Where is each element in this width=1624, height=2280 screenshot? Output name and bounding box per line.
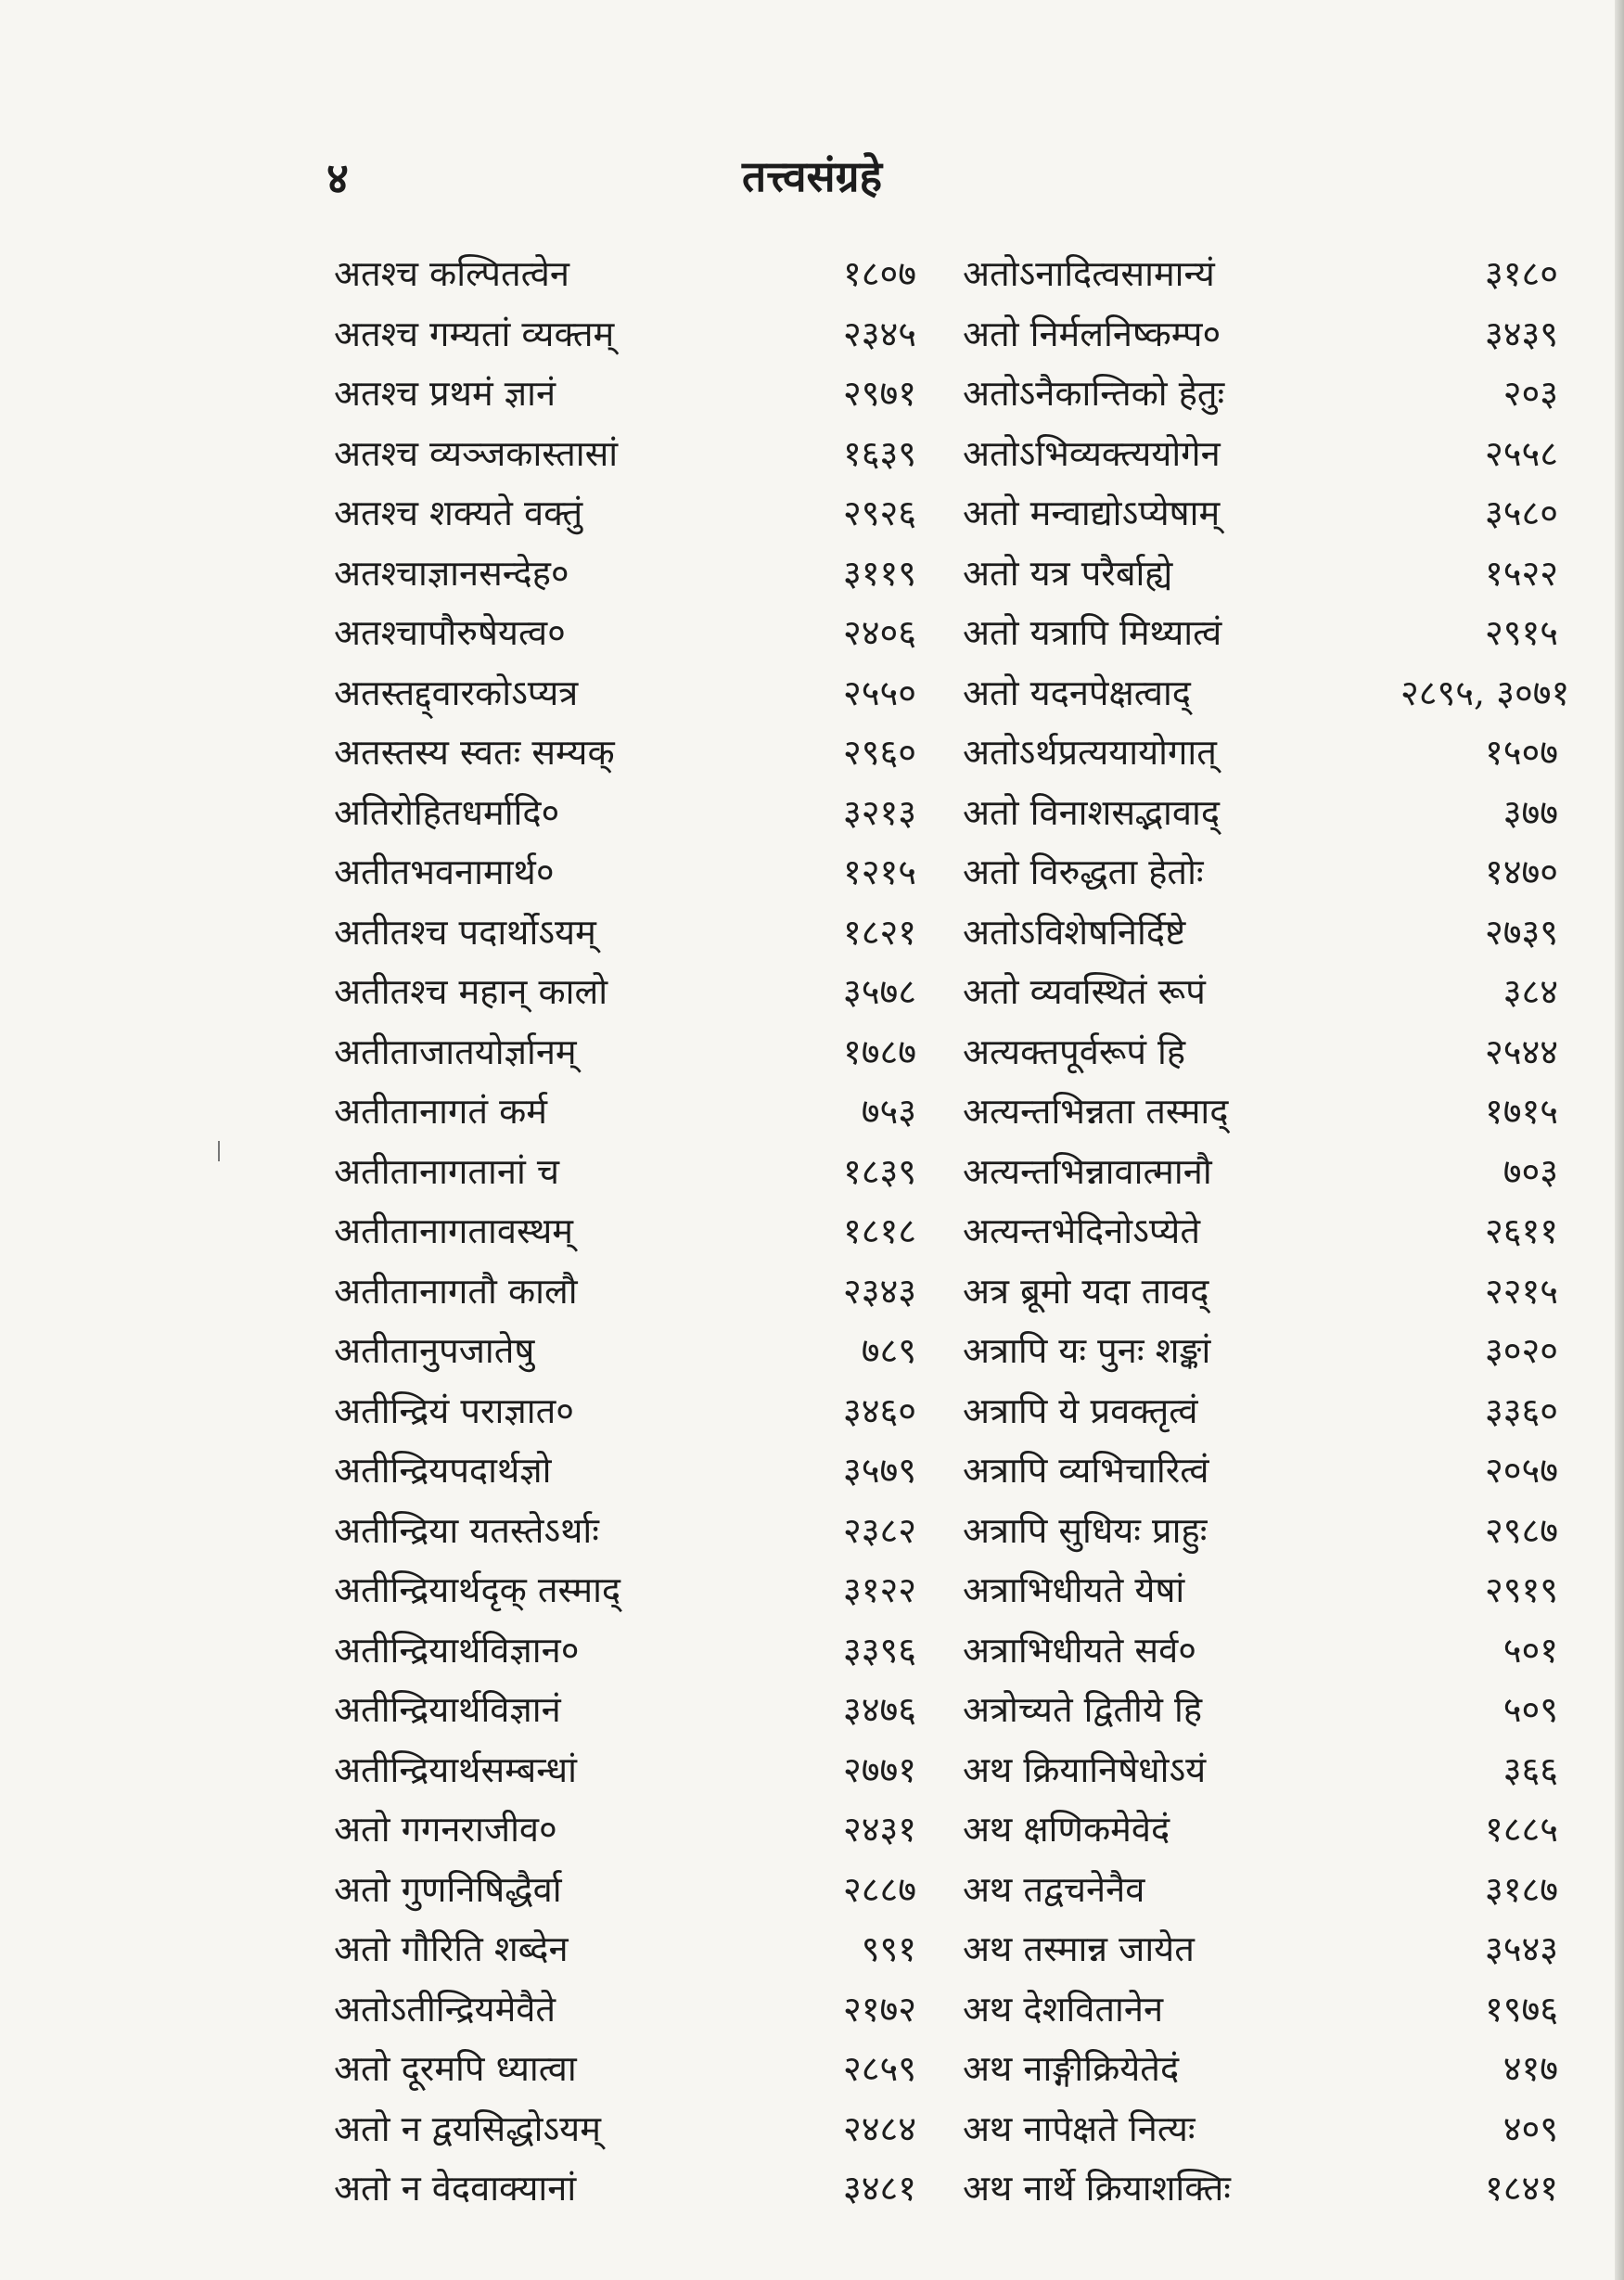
left-verse-number: ३१२२ xyxy=(842,1569,916,1611)
left-verse-text: अतीतानागतौ कालौ xyxy=(334,1270,578,1312)
left-verse-number: २१७२ xyxy=(842,1988,916,2030)
right-verse-number: २०५७ xyxy=(1484,1450,1558,1492)
left-verse-text: अतश्चाज्ञानसन्देह० xyxy=(334,552,569,594)
stray-mark xyxy=(218,1141,220,1161)
index-row xyxy=(334,243,1558,303)
right-verse-text: अतोऽर्थप्रत्ययायोगात् xyxy=(963,732,1217,774)
index-row xyxy=(334,2158,1558,2218)
right-verse-text: अथ तस्मान्न जायेत xyxy=(963,1928,1195,1970)
left-verse-number: ७५३ xyxy=(861,1091,916,1133)
right-verse-text: अतो निर्मलनिष्कम्प० xyxy=(963,313,1221,354)
left-verse-number: २८५९ xyxy=(842,2048,916,2090)
left-verse-text: अतिरोहितधर्मादि० xyxy=(334,791,560,833)
left-verse-text: अतश्च कल्पितत्वेन xyxy=(334,253,569,295)
left-verse-number: १८१८ xyxy=(842,1210,916,1252)
left-verse-number: ३५७९ xyxy=(842,1450,916,1492)
left-verse-number: १७८७ xyxy=(842,1031,916,1072)
right-verse-number: २०३ xyxy=(1503,373,1558,415)
right-verse-number: ३४३९ xyxy=(1484,313,1558,354)
index-table xyxy=(334,243,1570,2218)
left-verse-text: अतो गुणनिषिद्धैर्वा xyxy=(334,1868,562,1910)
right-verse-number: २५५८ xyxy=(1484,432,1558,474)
right-verse-text: अथ नार्थे क्रियाशक्तिः xyxy=(963,2168,1231,2210)
index-row xyxy=(334,1739,1558,1800)
left-verse-number: २३४५ xyxy=(842,313,916,354)
right-verse-number: २९८७ xyxy=(1484,1509,1558,1551)
index-row xyxy=(334,1200,1558,1261)
index-row xyxy=(334,423,1558,483)
right-verse-number: ७०३ xyxy=(1503,1150,1558,1192)
left-verse-number: २९६० xyxy=(842,732,916,774)
right-verse-text: अतो यत्रापि मिथ्यात्वं xyxy=(963,612,1222,654)
right-verse-text: अत्यक्तपूर्वरूपं हि xyxy=(963,1031,1186,1072)
left-verse-text: अतो दूरमपि ध्यात्वा xyxy=(334,2048,577,2090)
left-verse-number: २९७१ xyxy=(842,373,916,415)
left-verse-number: ३४७६ xyxy=(842,1689,916,1731)
index-row xyxy=(334,1141,1558,1201)
right-verse-text: अत्रापि ये प्रवक्तृत्वं xyxy=(963,1390,1198,1431)
index-row xyxy=(334,722,1558,782)
index-row xyxy=(334,1979,1558,2039)
left-verse-number: १८०७ xyxy=(842,253,916,295)
index-row xyxy=(334,1918,1558,1979)
left-verse-text: अतीतश्च पदार्थोऽयम् xyxy=(334,911,596,953)
right-verse-text: अत्यन्तभेदिनोऽप्येते xyxy=(963,1210,1201,1252)
page-number: ४ xyxy=(326,153,349,203)
left-verse-number: १२१५ xyxy=(842,852,916,893)
right-verse-text: अतोऽभिव्यक्त्ययोगेन xyxy=(963,432,1221,474)
right-verse-text: अत्राभिधीयते येषां xyxy=(963,1569,1185,1611)
right-verse-text: अतोऽनैकान्तिको हेतुः xyxy=(963,373,1225,415)
index-row xyxy=(334,841,1558,902)
index-row xyxy=(334,303,1558,364)
left-verse-number: २३८२ xyxy=(842,1509,916,1551)
left-verse-text: अतीतानागतानां च xyxy=(334,1150,560,1192)
left-verse-number: १६३९ xyxy=(842,432,916,474)
right-verse-text: अतो मन्वाद्योऽप्येषाम् xyxy=(963,493,1221,534)
left-verse-number: २५५० xyxy=(842,672,916,713)
right-verse-number: ३७७ xyxy=(1503,791,1558,833)
left-verse-number: ३३९६ xyxy=(842,1629,916,1671)
index-row xyxy=(334,543,1558,603)
left-verse-text: अतीतानागतं कर्म xyxy=(334,1091,548,1133)
right-verse-number: ३५४३ xyxy=(1484,1928,1558,1970)
left-verse-text: अतीतभवनामार्थ० xyxy=(334,852,555,893)
left-verse-text: अतो गगनराजीव० xyxy=(334,1809,557,1851)
index-row xyxy=(334,1081,1558,1141)
right-verse-number: १७१५ xyxy=(1484,1091,1558,1133)
left-verse-number: ३४८१ xyxy=(842,2168,916,2210)
left-verse-number: ९९१ xyxy=(861,1928,916,1970)
left-verse-number: १८३९ xyxy=(842,1150,916,1192)
left-verse-text: अतीन्द्रियार्थविज्ञानं xyxy=(334,1689,561,1731)
right-verse-number: २६११ xyxy=(1484,1210,1558,1252)
left-verse-text: अतो न द्वयसिद्धोऽयम् xyxy=(334,2107,601,2149)
left-verse-number: ७८९ xyxy=(861,1330,916,1372)
right-verse-text: अथ नाङ्गीक्रियेतेदं xyxy=(963,2048,1180,2090)
index-row xyxy=(334,363,1558,423)
right-verse-number: १८८५ xyxy=(1484,1809,1558,1851)
right-verse-text: अतो यत्र परैर्बाह्ये xyxy=(963,552,1173,594)
index-row xyxy=(334,482,1558,543)
left-verse-text: अतस्तस्य स्वतः सम्यक् xyxy=(334,732,615,774)
left-verse-number: २७७१ xyxy=(842,1748,916,1790)
index-row xyxy=(334,2098,1558,2158)
index-row xyxy=(334,2038,1558,2098)
right-verse-number: ३५८० xyxy=(1484,493,1558,534)
right-verse-number: १८४१ xyxy=(1484,2168,1558,2210)
left-verse-text: अतस्तद्द्वारकोऽप्यत्र xyxy=(334,672,579,713)
index-row xyxy=(334,1500,1558,1560)
left-verse-text: अतीताजातयोर्ज्ञानम् xyxy=(334,1031,577,1072)
left-verse-text: अतीतानागतावस्थम् xyxy=(334,1210,574,1252)
index-row xyxy=(334,1559,1558,1620)
right-verse-text: अतोऽनादित्वसामान्यं xyxy=(963,253,1215,295)
right-verse-text: अथ क्षणिकमेवेदं xyxy=(963,1809,1170,1851)
right-verse-text: अतो विरुद्धता हेतोः xyxy=(963,852,1204,893)
right-verse-number: २२१५ xyxy=(1484,1270,1558,1312)
right-verse-text: अथ नापेक्षते नित्यः xyxy=(963,2107,1196,2149)
left-verse-number: १८२१ xyxy=(842,911,916,953)
index-row xyxy=(334,662,1570,723)
right-verse-text: अत्राभिधीयते सर्व० xyxy=(963,1629,1196,1671)
right-verse-number: ५०९ xyxy=(1503,1689,1558,1731)
index-row xyxy=(334,1021,1558,1082)
right-verse-number: १९७६ xyxy=(1484,1988,1558,2030)
index-row xyxy=(334,961,1558,1021)
left-verse-text: अतो न वेदवाक्यानां xyxy=(334,2168,577,2210)
left-verse-number: २३४३ xyxy=(842,1270,916,1312)
left-verse-number: ३२१३ xyxy=(842,791,916,833)
left-verse-text: अतीतश्च महान् कालो xyxy=(334,971,608,1013)
left-verse-text: अतीतानुपजातेषु xyxy=(334,1330,535,1372)
right-verse-number: २७३९ xyxy=(1484,911,1558,953)
right-verse-text: अतो व्यवस्थितं रूपं xyxy=(963,971,1206,1013)
left-verse-text: अतो गौरिति शब्देन xyxy=(334,1928,569,1970)
index-row xyxy=(334,1799,1558,1859)
page-title: तत्त्वसंग्रहे xyxy=(741,151,883,201)
left-verse-number: २८८७ xyxy=(842,1868,916,1910)
right-verse-number: ३१८० xyxy=(1484,253,1558,295)
right-verse-number: ३८४ xyxy=(1503,971,1558,1013)
right-verse-text: अतोऽविशेषनिर्दिष्टे xyxy=(963,911,1186,953)
left-verse-text: अतश्च व्यञ्जकास्तासां xyxy=(334,432,619,474)
index-row xyxy=(334,602,1558,662)
right-verse-text: अथ तद्वचनेनैव xyxy=(963,1868,1145,1910)
left-verse-text: अतीन्द्रियार्थविज्ञान० xyxy=(334,1629,580,1671)
right-verse-number: २८९५, ३०७१ xyxy=(1400,672,1570,713)
index-row xyxy=(334,902,1558,962)
right-verse-text: अत्र ब्रूमो यदा तावद् xyxy=(963,1270,1209,1312)
left-verse-number: ३११९ xyxy=(842,552,916,594)
right-verse-text: अत्रापि यः पुनः शङ्कां xyxy=(963,1330,1211,1372)
right-verse-number: ३६६ xyxy=(1503,1748,1558,1790)
index-row xyxy=(334,1440,1558,1500)
right-verse-number: १५२२ xyxy=(1484,552,1558,594)
left-verse-number: २४३१ xyxy=(842,1809,916,1851)
index-row xyxy=(334,782,1558,842)
index-row xyxy=(334,1261,1558,1321)
right-verse-text: अत्यन्तभिन्नावात्मानौ xyxy=(963,1150,1212,1192)
right-verse-number: १५०७ xyxy=(1484,732,1558,774)
left-verse-number: २४८४ xyxy=(842,2107,916,2149)
right-verse-number: ३०२० xyxy=(1484,1330,1558,1372)
left-verse-text: अतोऽतीन्द्रियमेवैते xyxy=(334,1988,556,2030)
binding-edge xyxy=(1615,0,1624,2280)
index-row xyxy=(334,1320,1558,1380)
right-verse-number: ४१७ xyxy=(1503,2048,1558,2090)
right-verse-number: २५४४ xyxy=(1484,1031,1558,1072)
right-verse-number: २९१९ xyxy=(1484,1569,1558,1611)
left-verse-text: अतश्च शक्यते वक्तुं xyxy=(334,493,583,534)
right-verse-text: अत्यन्तभिन्नता तस्माद् xyxy=(963,1091,1229,1133)
right-verse-text: अत्रापि व्यभिचारित्वं xyxy=(963,1450,1209,1492)
right-verse-number: ४०९ xyxy=(1503,2107,1558,2149)
right-verse-number: २९१५ xyxy=(1484,612,1558,654)
left-verse-text: अतीन्द्रियं पराज्ञात० xyxy=(334,1390,575,1431)
left-verse-text: अतीन्द्रियार्थदृक् तस्माद् xyxy=(334,1569,621,1611)
left-verse-text: अतीन्द्रियार्थसम्बन्धां xyxy=(334,1748,577,1790)
right-verse-text: अथ देशवितानेन xyxy=(963,1988,1164,2030)
left-verse-number: ३४६० xyxy=(842,1390,916,1431)
right-verse-number: ३१८७ xyxy=(1484,1868,1558,1910)
right-verse-text: अथ क्रियानिषेधोऽयं xyxy=(963,1748,1207,1790)
left-verse-text: अतीन्द्रियपदार्थज्ञो xyxy=(334,1450,552,1492)
right-verse-text: अतो विनाशसद्भावाद् xyxy=(963,791,1221,833)
left-verse-number: २९२६ xyxy=(842,493,916,534)
left-verse-text: अतश्च प्रथमं ज्ञानं xyxy=(334,373,556,415)
right-verse-text: अतो यदनपेक्षत्वाद् xyxy=(963,672,1191,713)
left-verse-text: अतश्च गम्यतां व्यक्तम् xyxy=(334,313,615,354)
right-verse-text: अत्रोच्यते द्वितीये हि xyxy=(963,1689,1203,1731)
left-verse-number: ३५७८ xyxy=(842,971,916,1013)
right-verse-number: ५०१ xyxy=(1503,1629,1558,1671)
right-verse-text: अत्रापि सुधियः प्राहुः xyxy=(963,1509,1208,1551)
index-row xyxy=(334,1380,1558,1441)
left-verse-number: २४०६ xyxy=(842,612,916,654)
index-row xyxy=(334,1679,1558,1739)
right-verse-number: १४७० xyxy=(1484,852,1558,893)
left-verse-text: अतीन्द्रिया यतस्तेऽर्थाः xyxy=(334,1509,599,1551)
index-row xyxy=(334,1859,1558,1919)
left-verse-text: अतश्चापौरुषेयत्व० xyxy=(334,612,566,654)
index-row xyxy=(334,1620,1558,1680)
right-verse-number: ३३६० xyxy=(1484,1390,1558,1431)
